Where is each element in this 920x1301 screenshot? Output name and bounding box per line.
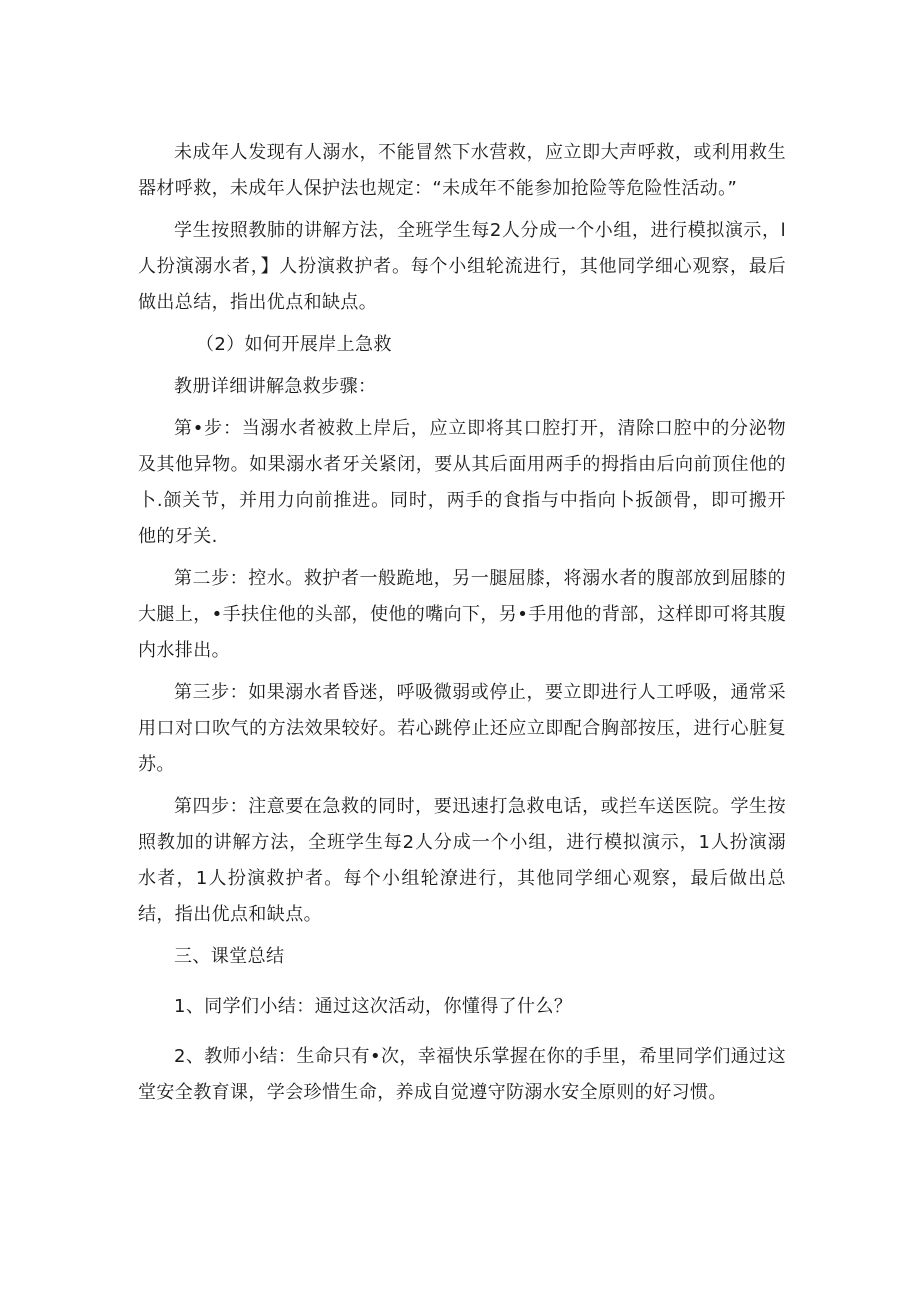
paragraph-student-summary: 1、同学们小结：通过这次活动，你懂得了什么？ [174, 996, 573, 1017]
paragraph-teacher-summary: 2、教师小结：生命只有•次，幸福快乐掌握在你的手里，希里同学们通过这堂安全教育课，学会珍惜生命，养成自觉遵守防溺水安全原则的好习惯。 [138, 1046, 786, 1103]
paragraph-step-two: 第二步：控水。救护者一般跪地，另一腿屈膝，将溺水者的腹部放到屈膝的大腿上，•手扶住他的头部，使他的嘴向下，另•手用他的背部，这样即可将其腹内水排出。 [138, 568, 786, 661]
document-body [138, 135, 786, 1117]
paragraph-step-four: 第四步：注意要在急救的同时，要迅速打急救电话，或拦车送医院。学生按照教加的讲解方法，全班学生每2人分成一个小组，进行模拟演示，1人扮演溺水者，1人扮演救护者。每个小组轮潦进行，其他同学细心观察，最后做出总结，指出优点和缺点。 [138, 796, 786, 925]
paragraph-step-three: 第三步：如果溺水者昏迷，呼吸微弱或停止，要立即进行人工呼吸，通常采用口对口吹气的方法效果较好。若心跳停止还应立即配合胸部按压，进行心脏复苏。 [138, 682, 786, 775]
paragraph-simulation-practice: 学生按照教肺的讲解方法，全班学生每2人分成一个小组，进行模拟演示，l人扮演溺水者，】人扮演救护者。每个小组轮流进行，其他同学细心观察，最后做出总结，指出优点和缺点。 [138, 220, 786, 313]
paragraph-teacher-explains-steps: 教册详细讲解急救步骤： [174, 376, 377, 397]
subheading-shore-first-aid: （2）如何开展岸上急救 [196, 334, 392, 355]
paragraph-minor-rescue-rule: 未成年人发现有人溺水，不能冒然下水营救，应立即大声呼救，或利用救生器材呼救，未成年人保护法也规定：“未成年不能参加抢险等危险性活动。” [138, 142, 786, 199]
section-heading-class-summary: 三、课堂总结 [174, 946, 285, 967]
paragraph-step-one: 第•步：当溺水者被救上岸后，应立即将其口腔打开，清除口腔中的分泌物及其他异物。如果溺水者牙关紧闭，要从其后面用两手的拇指由后向前顶住他的卜.颌关节，并用力向前推进。同时，两手的食指与中指向卜扳颌骨，即可搬开他的牙关. [138, 418, 786, 547]
